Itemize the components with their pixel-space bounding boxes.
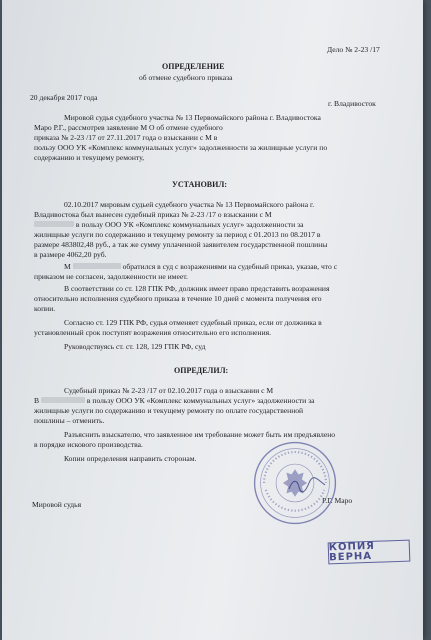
established-line: Согласно ст. 129 ГПК РФ, судья отменяет судебный приказ, если от должника в (64, 318, 322, 327)
document-title: ОПРЕДЕЛЕНИЕ (162, 62, 225, 71)
intro-line: Мировой судья судебного участка № 13 Первомайского района г. Владивостока (64, 113, 321, 122)
intro-line: пользу ООО УК «Комплекс коммунальных услуг» задолженности за жилищные услуги по (34, 143, 328, 152)
established-line: установленный срок поступят возражения относительно его исполнения. (34, 328, 272, 337)
intro-line: приказа № 2-23 /17 от 27.11.2017 года о взыскании с М в (34, 133, 218, 142)
established-line: В соответствии со ст. 128 ГПК РФ, должник имеет право представить возражения (64, 284, 330, 293)
case-number: Дело № 2-23 /17 (327, 45, 380, 54)
established-line: копии. (34, 304, 56, 313)
established-line: жилищные услуги по содержанию и текущему ремонту за период с 01.2013 по 08.2017 в (34, 230, 321, 239)
intro-line: Маро Р.Г., рассмотрев заявление М О об отмене судебного (34, 123, 223, 132)
signature-icon (287, 475, 327, 495)
established-line: Руководствуясь ст. ст. 128, 129 ГПК РФ, суд (64, 342, 206, 351)
decided-line: в порядке искового производства. (34, 440, 143, 449)
decided-line: Судебный приказ № 2-23 /17 от 02.10.2017 года о взыскании с М (64, 386, 274, 395)
established-line: в размере 4062,20 руб. (34, 250, 107, 259)
judge-label: Мировой судья (32, 500, 82, 509)
redacted-name (34, 221, 74, 227)
established-line: приказом не согласен, задолженности не имеет. (34, 272, 188, 281)
decided-line: Копии определения направить сторонам. (64, 454, 197, 463)
intro-line: содержанию и текущему ремонту, (34, 153, 145, 162)
decided-line: жилищные услуги по содержанию и текущему ремонту по оплате государственной (34, 406, 304, 415)
judge-name: Р.Г. Маро (322, 496, 353, 505)
decided-line: пошлины – отменить. (34, 416, 105, 425)
document-page (2, 0, 423, 640)
heading-decided: ОПРЕДЕЛИЛ: (174, 366, 229, 375)
established-line: 02.10.2017 мировым судьей судебного участка № 13 Первомайского района г. (64, 200, 315, 209)
established-line: М обратился в суд с возражениями на судебный приказ, указав, что с (64, 262, 338, 271)
established-line: относительно исполнения судебного приказа в течение 10 дней с момента получения его (34, 294, 322, 303)
document-date: 20 декабря 2017 года (30, 93, 98, 102)
established-line: Владивостока был вынесен судебный приказ № 2-23 /17 о взыскании с М (34, 210, 272, 219)
redacted-name (41, 397, 85, 403)
redacted-name (73, 263, 121, 269)
established-line: размере 483802,48 руб., а так же сумму уплаченной заявителем государственной пошлины (34, 240, 328, 249)
decided-line: Разъяснить взыскателю, что заявленное им требование может быть им предъявлено (64, 430, 336, 439)
copy-true-stamp: КОПИЯ ВЕРНА (328, 540, 411, 565)
decided-line: В в пользу ООО УК «Комплекс коммунальных услуг» задолженности за (34, 396, 315, 405)
established-line: в пользу ООО УК «Комплекс коммунальных услуг» задолженности за (34, 220, 303, 230)
heading-established: УСТАНОВИЛ: (172, 180, 227, 189)
document-city: г. Владивосток (328, 99, 376, 108)
document-subtitle: об отмене судебного приказа (139, 73, 233, 82)
